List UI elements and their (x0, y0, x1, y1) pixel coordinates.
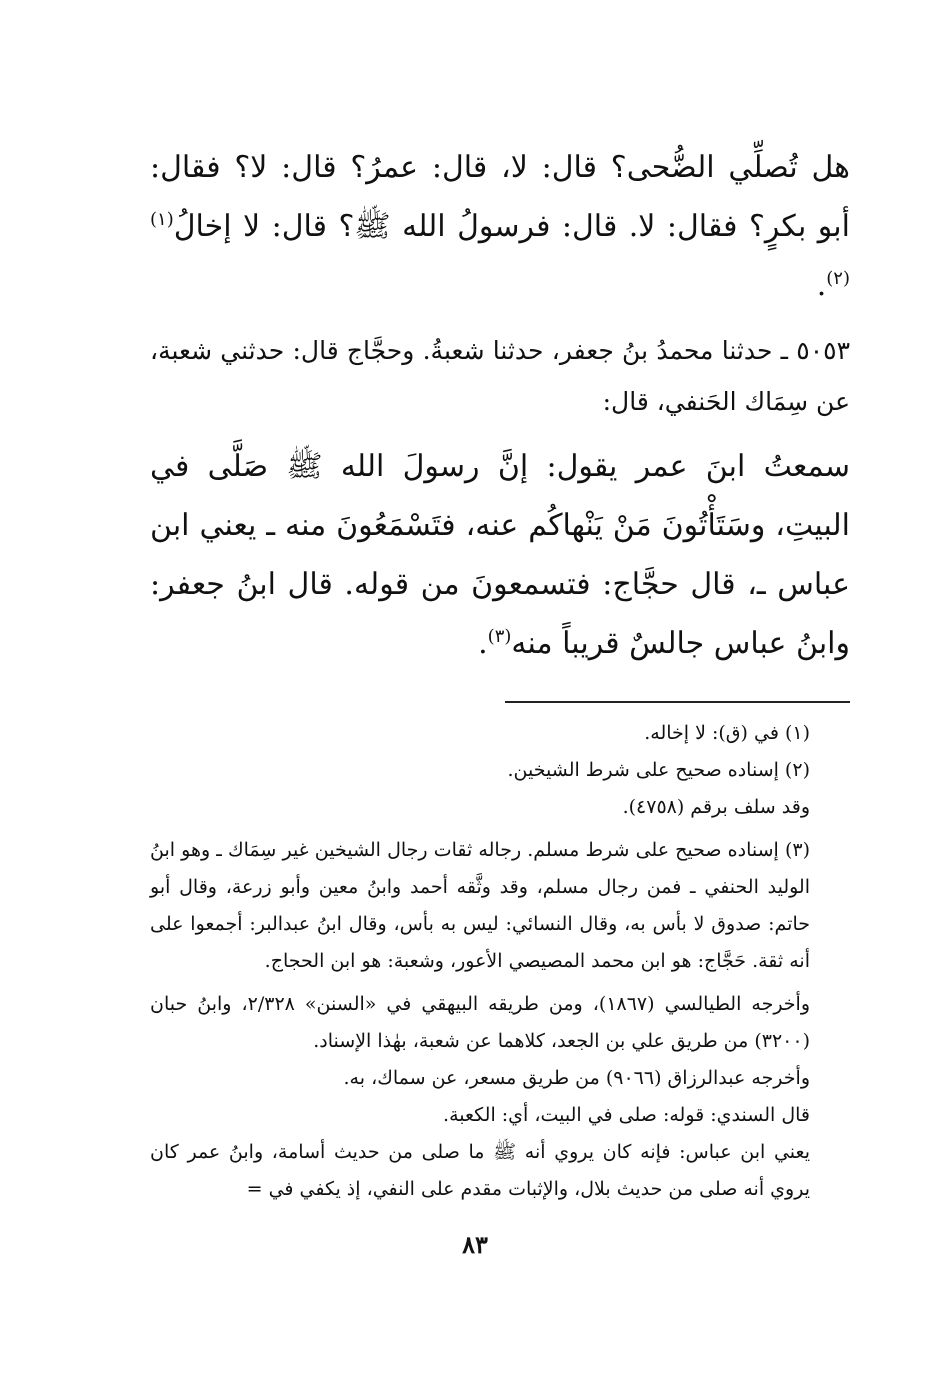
page-body (150, 138, 850, 1208)
paragraph-1-end: . (816, 268, 827, 303)
footnote-3-explanation: يعني ابن عباس: فإنه كان يروي أنه ﷺ ما صلى من حديث أسامة، وابنُ عمر كان يروي أنه صلى من حديث بلال، والإثبات مقدم على النفي، إذ يكفي في = (150, 1141, 810, 1200)
paragraph-1 (150, 138, 850, 315)
footnote-3: (٣) إسناده صحيح على شرط مسلم. رجاله ثقات رجال الشيخين غير سِمَاك ـ وهو ابنُ الوليد الحنفي ـ فمن رجال مسلم، وقد وثَّقه أحمد وابنُ معين وأبو زرعة، وقال أبو حاتم: صدوق لا بأس به، وقال النسائي: ليس به بأس، وقال ابنُ عبدالبر: أجمعوا على أنه ثقة. حَجَّاج: هو ابن محمد المصيصي الأعور، وشعبة: هو ابن الحجاج. (150, 839, 810, 972)
hadith-matn (150, 437, 850, 673)
main-text (150, 138, 850, 673)
footnote-separator (505, 701, 850, 703)
hadith-matn-text: سمعتُ ابنَ عمر يقول: إنَّ رسولَ الله ﷺ صَلَّى في البيتِ، وسَتَأْتُونَ مَنْ يَنْهاكُم عنه، فتَسْمَعُونَ منه ـ يعني ابن عباس ـ، قال حجَّاج: فتسمعونَ من قوله. قال ابنُ جعفر: وابنُ عباس جالسٌ قريباً منه (150, 449, 850, 661)
hadith-isnad: ٥٠٥٣ ـ حدثنا محمدُ بنُ جعفر، حدثنا شعبةُ. وحجَّاج قال: حدثني شعبة، عن سِمَاك الحَنفي، قال: (150, 336, 850, 416)
footnote-marks-1-2: (١)(٢) (150, 209, 850, 289)
paragraph-1-text: هل تُصلِّي الضُّحى؟ قال: لا، قال: عمرُ؟ قال: لا؟ فقال: أبو بكرٍ؟ فقال: لا. قال: فرسولُ الله ﷺ؟ قال: لا إخالُ (150, 150, 850, 244)
footnote-3-sindi: قال السندي: قوله: صلى في البيت، أي: الكعبة. (443, 1104, 810, 1126)
page-number: ٨٣ (462, 1230, 488, 1259)
footnote-mark-3: (٣) (487, 626, 512, 647)
footnotes (150, 715, 850, 1208)
footnote-2-reference: وقد سلف برقم (٤٧٥٨). (622, 796, 810, 818)
footnote-3-takhrij: وأخرجه الطيالسي (١٨٦٧)، ومن طريقه البيهقي في «السنن» ٢/٣٢٨، وابنُ حبان (٣٢٠٠) من طريق علي بن الجعد، كلاهما عن شعبة، بهٰذا الإسناد. (150, 993, 811, 1052)
footnote-2: (٢) إسناده صحيح على شرط الشيخين. (507, 759, 810, 781)
footnote-1: (١) في (ق): لا إخاله. (644, 722, 810, 744)
footnote-3-abdurrazzaq: وأخرجه عبدالرزاق (٩٠٦٦) من طريق مسعر، عن سماك، به. (343, 1067, 810, 1089)
hadith-matn-end: . (478, 626, 488, 661)
